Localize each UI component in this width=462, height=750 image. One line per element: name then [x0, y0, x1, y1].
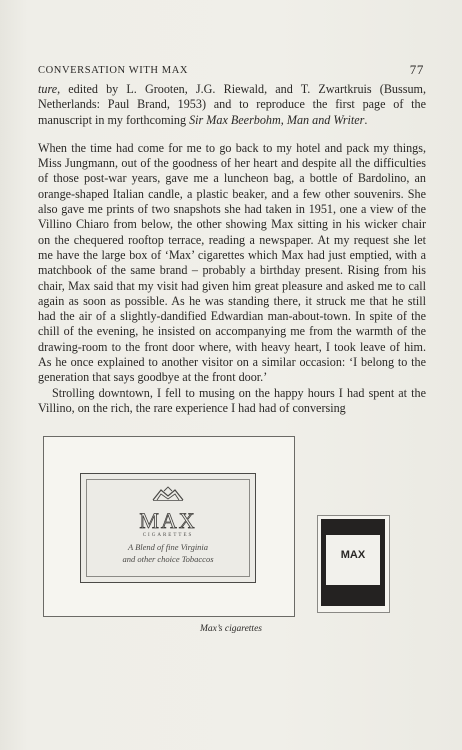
paragraph-text: .: [364, 112, 368, 127]
figure-caption: Max’s cigarettes: [199, 624, 262, 634]
cigarette-box-photo: [43, 436, 295, 617]
body-text: [38, 82, 426, 416]
paragraph: Strolling downtown, I fell to musing on the happy hours I had spent at the Villino, on the rich, the rare experience I had had of conversing: [38, 385, 426, 415]
running-head: [38, 62, 424, 78]
paragraph-text: , edited by L. Grooten, J.G. Riewald, and T. Zwartkruis (Bussum, Netherlands: Paul Brand, 1953) and to reproduce the first page of the manuscript in my forthcoming: [38, 82, 426, 127]
matchbook-label: MAX: [340, 549, 366, 561]
cigarette-box-lid: [80, 473, 256, 583]
matchbook: [321, 519, 385, 606]
matchbook-label-panel: [326, 535, 380, 585]
matchbook-photo: [317, 515, 390, 613]
box-tagline-1: A Blend of fine Virginia: [127, 542, 209, 552]
running-title: CONVERSATION WITH MAX: [38, 65, 189, 76]
paragraph: When the time had come for me to go back to my hotel and pack my things, Miss Jungmann, out of the goodness of her heart and despite all the difficulties of those post-war years, gave me a luncheon bag, a bottle of Bardolino, an orange-shaped Italian candle, a plastic beaker, and a few other souvenirs. She also gave me prints of two snapshots she had taken in 1951, one a view of the Villino Chiaro from below, the other showing Max sitting in his wicker chair on the chequered rooftop terrace, reading a newspaper. At my request she let me have the large box of ‘Max’ cigarettes which Max had just emptied, with a matchbook of the same brand – probably a birthday present. Rising from his chair, Max said that my visit had given him great pleasure and asked me to call again as soon as possible. As he was standing there, it struck me that he still had the air of a slightly-dandified Edwardian man-about-town. In spite of the chill of the evening, he insisted on accompanying me from the warmth of the drawing-room to the front door where, with heavy heart, I took leave of him. As he once explained to another visitor on a similar occasion: ‘I belong to the generation that says goodbye at the front door.’: [38, 140, 426, 385]
italic-title-fragment: ture: [38, 82, 58, 96]
box-tagline-2: and other choice Tobaccos: [122, 554, 214, 564]
box-brand: MAX: [139, 508, 197, 533]
box-subtitle: CIGARETTES: [142, 533, 194, 538]
paragraph-continued: [38, 82, 426, 128]
page-number: 77: [409, 62, 424, 77]
italic-book-title: Sir Max Beerbohm, Man and Writer: [189, 112, 365, 127]
crest-icon: [151, 486, 185, 502]
